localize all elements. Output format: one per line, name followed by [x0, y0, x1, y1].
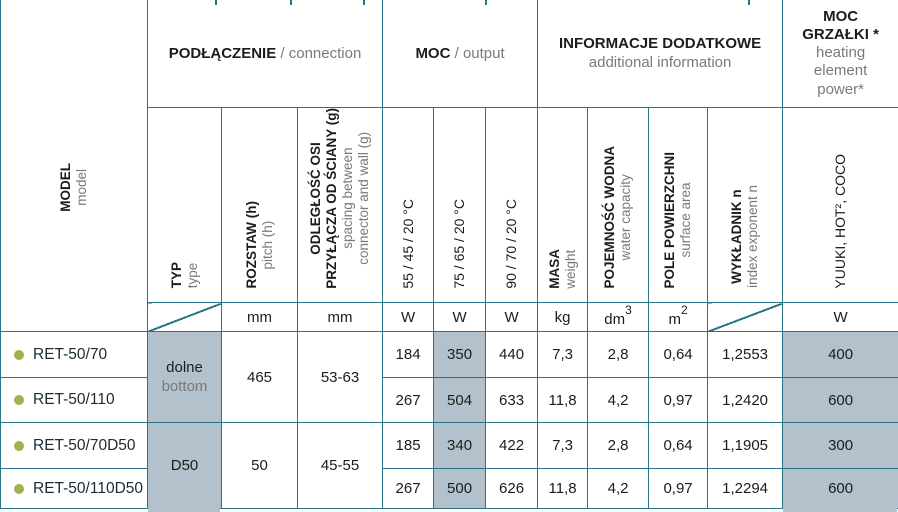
value-cell: 300	[783, 423, 898, 469]
model-header-en: model	[74, 168, 89, 206]
col-label-pl: POJEMNOŚĆ WODNA	[602, 145, 618, 289]
type-pl: D50	[170, 457, 199, 474]
model-name: RET-50/110D50	[33, 479, 143, 497]
col-header-type	[148, 107, 222, 303]
group-header-heating-element-power	[783, 0, 898, 107]
value-cell: 626	[486, 469, 538, 509]
value-cell: 600	[783, 378, 898, 423]
model-header-pl: MODEL	[58, 162, 74, 212]
value-cell: 0,64	[649, 423, 708, 469]
unit-sup: 2	[680, 303, 688, 318]
col-label: 90 / 70 / 20 °C	[503, 198, 520, 289]
col-label: 55 / 45 / 20 °C	[399, 198, 416, 289]
type-cell-d50	[148, 423, 222, 509]
value-cell: 1,1905	[708, 423, 783, 469]
value-cell: 633	[486, 378, 538, 423]
unit-base: dm	[604, 310, 626, 328]
value-cell: 267	[383, 378, 434, 423]
col-header-surface-area	[649, 107, 708, 303]
value-cell: 7,3	[538, 423, 588, 469]
col-header-wall-spacing	[298, 107, 383, 303]
unit-cell-pitch: mm	[222, 303, 298, 332]
bullet-icon	[14, 484, 24, 494]
crop-tick	[485, 0, 487, 5]
crop-tick	[290, 0, 292, 5]
crop-tick	[748, 0, 750, 5]
unit-cell-weight: kg	[538, 303, 588, 332]
model-cell	[1, 423, 148, 469]
col-label-pl: TYP	[168, 261, 184, 289]
crop-tick	[363, 0, 365, 5]
col-label-en: spacing between	[340, 147, 356, 249]
col-header-output-75-65-20	[434, 107, 486, 303]
bullet-icon	[14, 350, 24, 360]
model-name: RET-50/110	[33, 391, 115, 409]
value-cell: 1,2294	[708, 469, 783, 509]
bullet-icon	[14, 395, 24, 405]
bullet-icon	[14, 441, 24, 451]
value-cell: 0,97	[649, 469, 708, 509]
value-cell: 11,8	[538, 378, 588, 423]
col-label-en: index exponent n	[745, 185, 761, 289]
col-header-pitch	[222, 107, 298, 303]
model-name: RET-50/70	[33, 345, 108, 363]
value-cell: 350	[434, 332, 486, 378]
unit-cell-output-75: W	[434, 303, 486, 332]
group-title-en: heating element power*	[813, 44, 868, 98]
col-header-index-exponent	[708, 107, 783, 303]
type-cell-bottom	[148, 332, 222, 423]
col-label-pl: POLE POWIERZCHNI	[662, 151, 678, 289]
group-title-pl: MOC GRZAŁKI *	[802, 7, 879, 43]
type-en: bottom	[161, 378, 208, 396]
group-title-en: / connection	[280, 44, 362, 62]
value-cell: 600	[783, 469, 898, 509]
value-cell: 400	[783, 332, 898, 378]
model-cell	[1, 332, 148, 378]
col-label-en: type	[184, 262, 200, 288]
col-label-pl: WYKŁADNIK n	[729, 189, 745, 285]
value-cell: 0,64	[649, 332, 708, 378]
pitch-value: 465	[222, 332, 298, 423]
model-cell	[1, 378, 148, 423]
unit-cell-spacing: mm	[298, 303, 383, 332]
unit-base: m	[668, 310, 681, 328]
unit-cell-exponent-diagonal	[708, 303, 783, 332]
value-cell: 0,97	[649, 378, 708, 423]
model-name: RET-50/70D50	[33, 436, 136, 454]
value-cell: 500	[434, 469, 486, 509]
cropped-next-row-shading	[783, 505, 897, 512]
group-title-pl: PODŁĄCZENIE	[168, 44, 277, 62]
value-cell: 11,8	[538, 469, 588, 509]
value-cell: 2,8	[588, 423, 649, 469]
unit-cell-water-capacity	[588, 303, 649, 332]
unit-cell-surface-area	[649, 303, 708, 332]
model-cell	[1, 469, 148, 509]
value-cell: 267	[383, 469, 434, 509]
spacing-value: 53-63	[298, 332, 383, 423]
col-label: YUUKI, HOT², COCO	[832, 153, 849, 289]
col-label-en: weight	[562, 248, 578, 288]
value-cell: 1,2420	[708, 378, 783, 423]
col-label-pl: MASA	[546, 248, 562, 289]
value-cell: 422	[486, 423, 538, 469]
crop-tick	[215, 0, 217, 5]
group-title-en: additional information	[588, 54, 732, 72]
col-label-pl: PRZYŁĄCZA OD ŚCIANY (g)	[324, 107, 340, 289]
unit-cell-output-90: W	[486, 303, 538, 332]
table-row	[1, 378, 898, 423]
value-cell: 2,8	[588, 332, 649, 378]
value-cell: 1,2553	[708, 332, 783, 378]
group-title-pl: INFORMACJE DODATKOWE	[558, 34, 762, 52]
value-cell: 440	[486, 332, 538, 378]
spacing-value: 45-55	[298, 423, 383, 509]
unit-cell-type-diagonal	[148, 303, 222, 332]
col-header-weight	[538, 107, 588, 303]
col-header-output-90-70-20	[486, 107, 538, 303]
table-row	[1, 469, 898, 509]
cropped-next-row-shading	[148, 505, 220, 512]
col-label-pl: ODLEGŁOŚĆ OSI	[308, 141, 324, 255]
col-label-en: surface area	[678, 182, 694, 258]
col-header-model	[1, 0, 148, 332]
pitch-value: 50	[222, 423, 298, 509]
value-cell: 4,2	[588, 469, 649, 509]
unit-cell-output-55: W	[383, 303, 434, 332]
value-cell: 184	[383, 332, 434, 378]
col-label-en: water capacity	[618, 173, 634, 261]
col-header-output-55-45-20	[383, 107, 434, 303]
table-row	[1, 332, 898, 378]
group-header-additional-info	[538, 0, 783, 107]
group-title-pl: MOC	[415, 44, 451, 62]
group-header-output	[383, 0, 538, 107]
col-label: 75 / 65 / 20 °C	[451, 198, 468, 289]
table-row	[1, 423, 898, 469]
value-cell: 7,3	[538, 332, 588, 378]
type-pl: dolne	[166, 358, 203, 376]
col-header-water-capacity	[588, 107, 649, 303]
col-label-en: connector and wall (g)	[355, 131, 371, 265]
value-cell: 340	[434, 423, 486, 469]
value-cell: 4,2	[588, 378, 649, 423]
value-cell: 185	[383, 423, 434, 469]
col-header-heater-brands	[783, 107, 898, 303]
group-title-en: / output	[454, 44, 505, 62]
col-label-pl: ROZSTAW (h)	[243, 200, 259, 289]
col-label-en: pitch (h)	[259, 220, 275, 269]
unit-sup: 3	[625, 303, 632, 318]
value-cell: 504	[434, 378, 486, 423]
unit-cell-heater-power: W	[783, 303, 898, 332]
group-header-connection	[148, 0, 383, 107]
